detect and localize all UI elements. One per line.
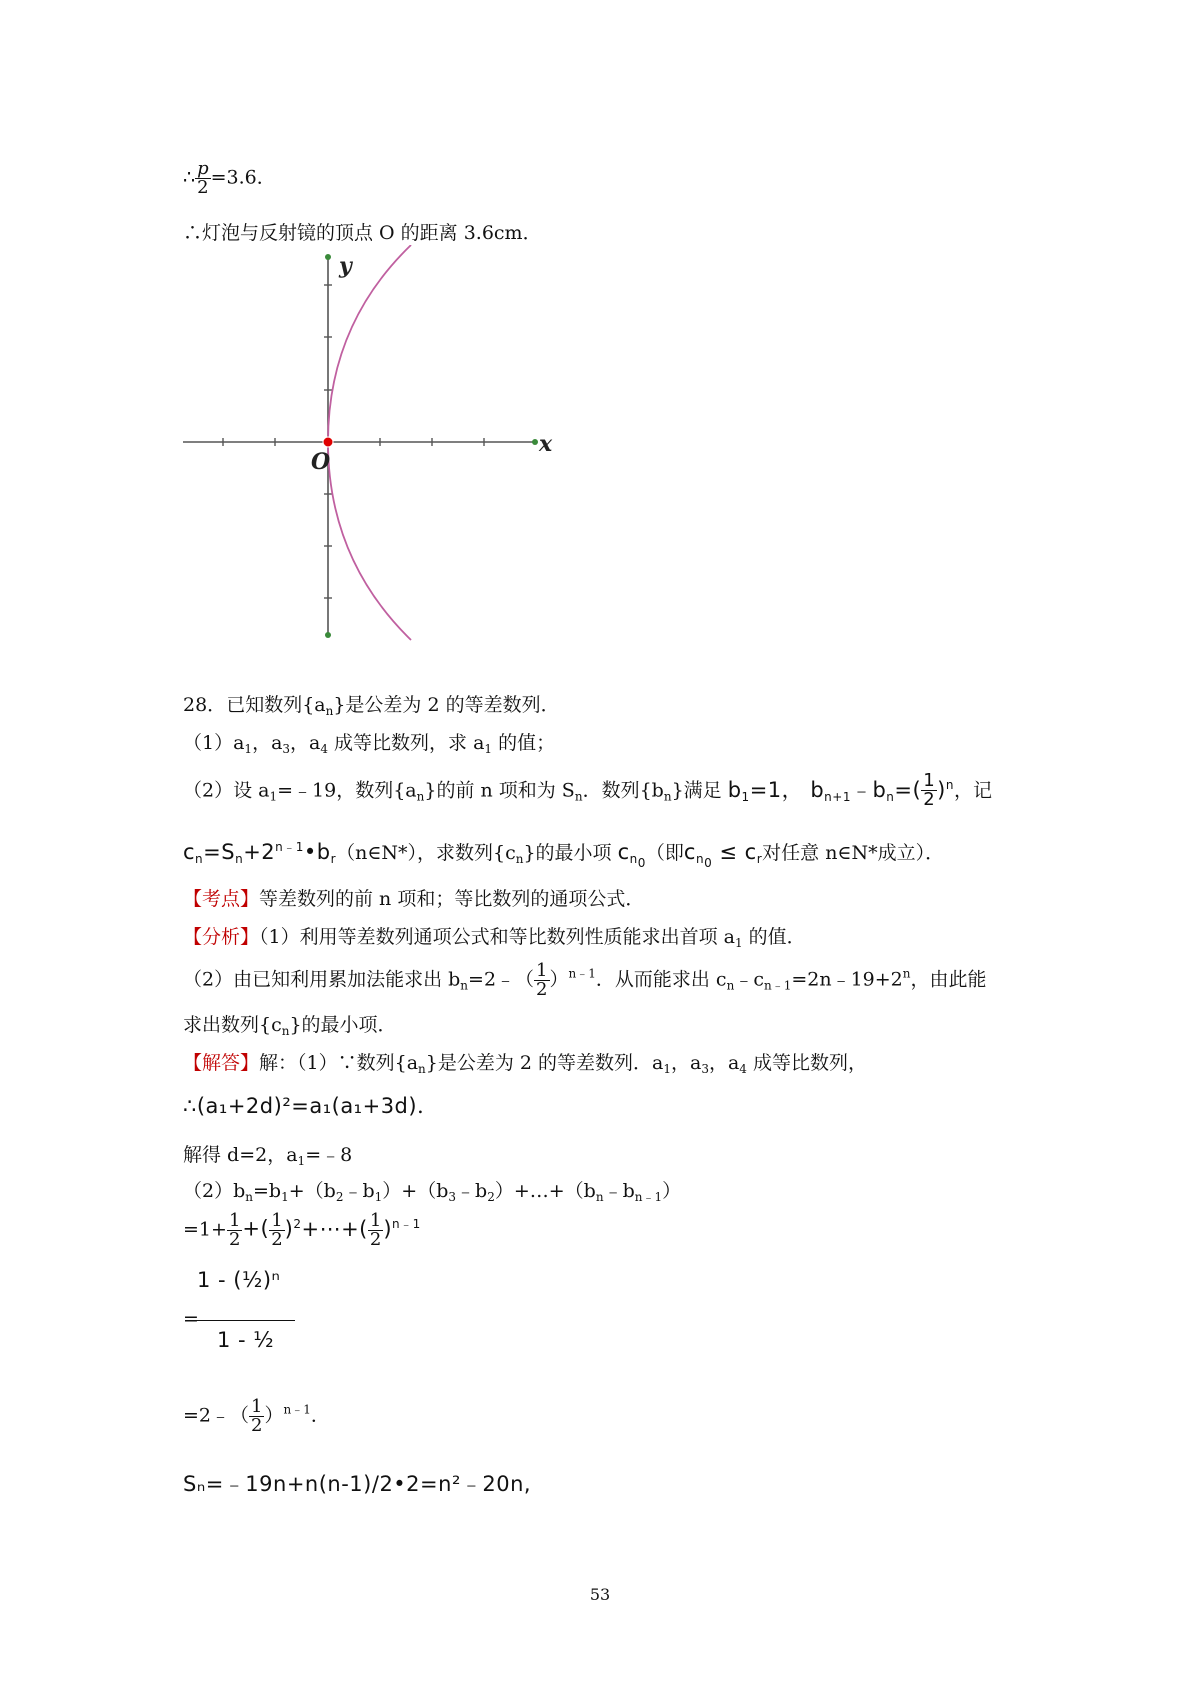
jieda-tag: 【解答】 bbox=[183, 1052, 260, 1074]
solution-result2: =2﹣（ $\frac{1}{2}$ ）$^{n﹣1}$． bbox=[183, 1396, 330, 1436]
fenxi-part3: 求出数列$\{c_n\}$的最小项． bbox=[183, 1014, 397, 1038]
y-axis-bottom-dot bbox=[325, 632, 331, 638]
problem-title: 28．已知数列$\{a_n\}$是公差为 2 的等差数列． bbox=[183, 694, 560, 718]
section-kaodian: 【考点】等差数列的前 n 项和；等比数列的通项公式． bbox=[183, 888, 645, 910]
parabola-graph bbox=[183, 245, 563, 645]
problem-q2-cn: $c_n=S_n+2^{n﹣1}•b_r(n\in N*)$，求数列$\{c_n\}$的最小项 $c_{n_0}$（即$c_{n_0} \le c_r$对任意 n∈N*成立）． bbox=[183, 840, 945, 870]
problem-q2: （2）设 $a_1=﹣19$，数列$\{a_n\}$的前 n 项和为 $S_n$．数列$\{b_n\}$满足 $b_1=1$， $b_{n+1}﹣b_n=$( $\frac{1}{2}$ )$^n$，记 bbox=[183, 770, 992, 810]
line-p-over-2: ∴ $\frac{p}{2}$ =3.6． bbox=[183, 158, 276, 198]
problem-q1: $(1)a_1$，$a_3$，$a_4$ 成等比数列，求 $a_1$ 的值； bbox=[183, 732, 556, 756]
fenxi-tag: 【分析】 bbox=[183, 926, 260, 948]
x-axis-end-dot bbox=[532, 439, 538, 445]
solution-eq1: ∴(a₁+2d)²=a₁(a₁+3d)． bbox=[183, 1094, 439, 1118]
origin-point bbox=[323, 437, 333, 447]
fraction-p-over-2: $\frac{p}{2}$ bbox=[197, 158, 209, 198]
y-axis-top-dot bbox=[325, 254, 331, 260]
solution-sn: Sₙ=﹣19n+n(n-1)/2•2=n²﹣20n, bbox=[183, 1472, 532, 1496]
solution-sum-line: =1+ $\frac{1}{2}$ +( $\frac{1}{2}$ )$^2$+⋯+( $\frac{1}{2}$ )$^{n﹣1}$ bbox=[183, 1210, 421, 1250]
solution-result1: 解得 d=2，$a_1=﹣8$ bbox=[183, 1144, 353, 1168]
y-axis-label: y bbox=[339, 253, 352, 279]
fenxi-part2: （2）由已知利用累加法能求出 $b_n=2﹣$（ $\frac{1}{2}$ ）$^{n﹣1}$．从而能求出 $c_n﹣c_{n﹣1}=2n﹣19+2^n$，由此能 bbox=[183, 960, 987, 1000]
origin-label: O bbox=[311, 449, 331, 475]
page-number: 53 bbox=[589, 1585, 611, 1604]
section-jieda: 【解答】解：（1）∵数列$\{a_n\}$是公差为 2 的等差数列．$a_1$，$a_3$，$a_4$ 成等比数列， bbox=[183, 1052, 867, 1076]
section-fenxi: 【分析】（1）利用等差数列通项公式和等比数列性质能求出首项 $a_1$ 的值． bbox=[183, 926, 806, 950]
x-axis-label: x bbox=[539, 431, 553, 457]
line-distance-conclusion: ∴灯泡与反射镜的顶点 O 的距离 3.6cm． bbox=[183, 222, 542, 244]
kaodian-tag: 【考点】 bbox=[183, 888, 260, 910]
solution-step2: $(2)b_n=b_1+(b_2﹣b_1)+(b_3﹣b_2)+\dots+(b_n﹣b_{n﹣1})$ bbox=[183, 1180, 682, 1204]
